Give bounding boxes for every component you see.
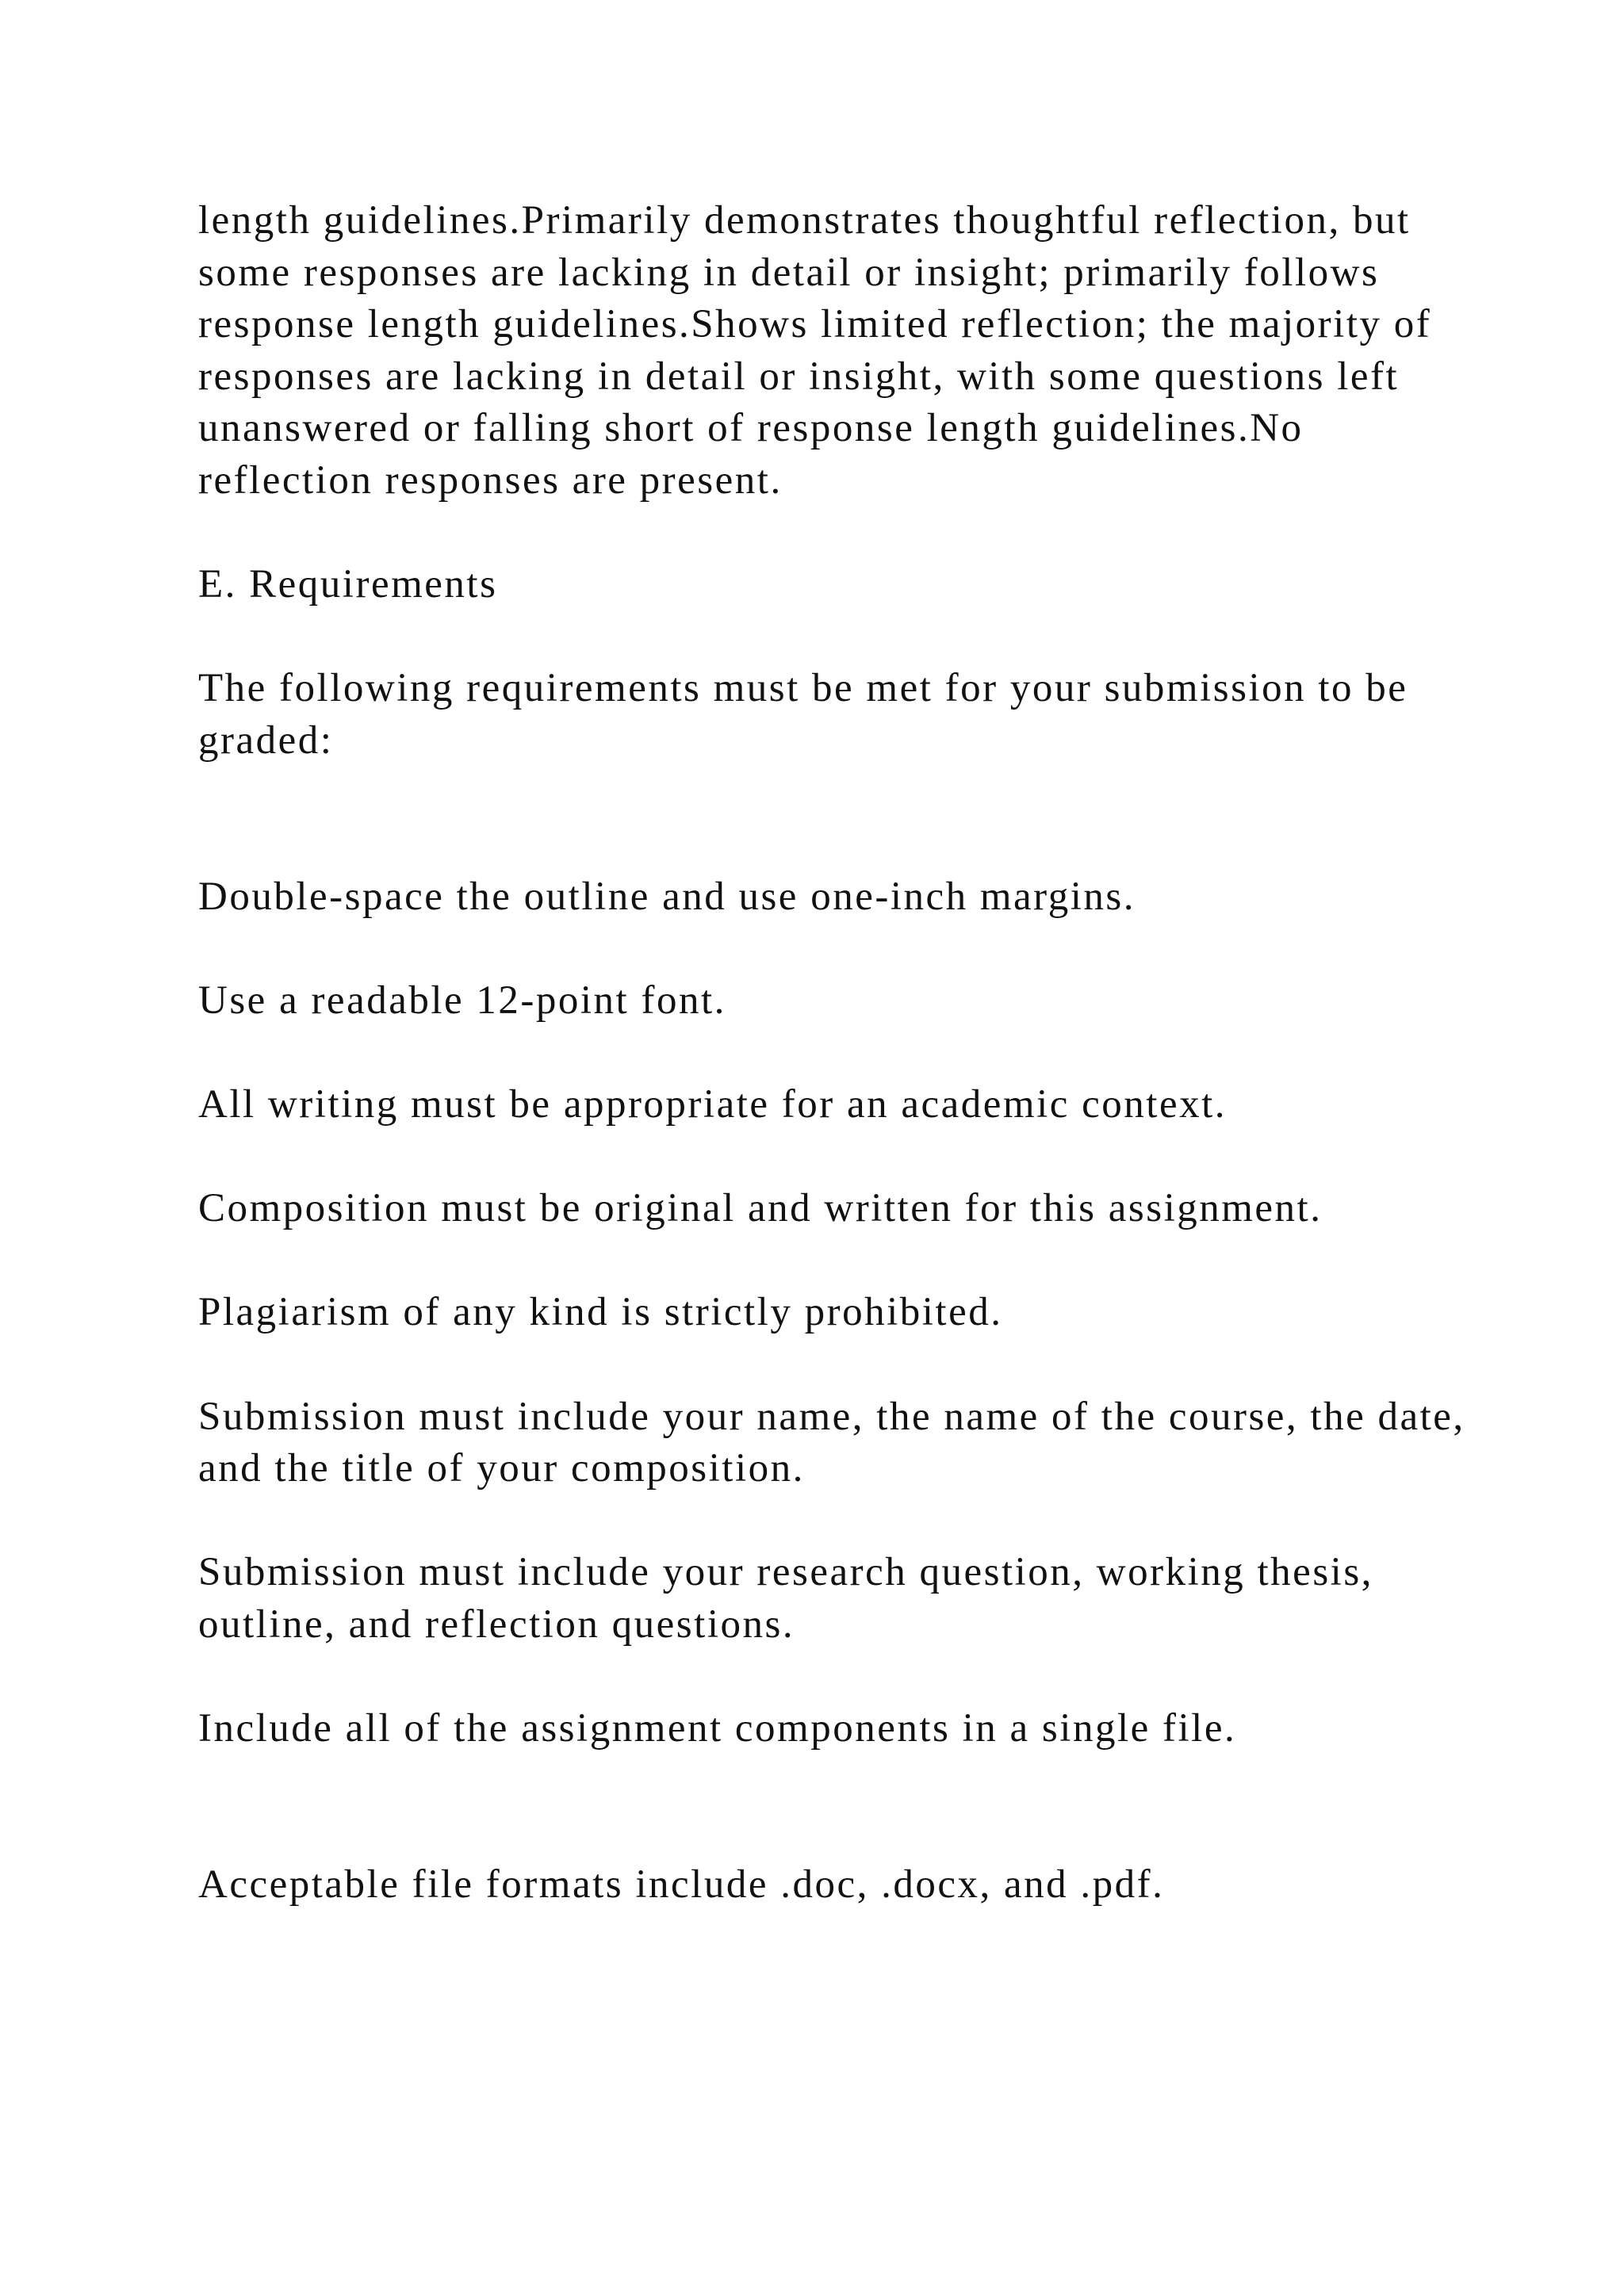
requirement-item: Plagiarism of any kind is strictly prohibited.	[198, 1290, 1003, 1335]
document-body	[198, 195, 1483, 1963]
rubric-continuation-paragraph: length guidelines.Primarily demonstrates thoughtful reflection, but some responses are lacking in detail or insight; primarily follows response length guidelines.Shows limited reflection; the majority of responses are lacking in detail or insight, with some questions left unanswered or falling short of response length guidelines.No reflection responses are present.	[198, 198, 1432, 503]
requirement-item: Submission must include your research question, working thesis, outline, and reflection questions.	[198, 1550, 1373, 1647]
requirement-item: Acceptable file formats include .doc, .docx, and .pdf.	[198, 1862, 1165, 1907]
requirement-item: Double-space the outline and use one-inch margins.	[198, 874, 1136, 919]
requirement-item: Include all of the assignment components in a single file.	[198, 1706, 1237, 1751]
requirement-item: All writing must be appropriate for an academic context.	[198, 1082, 1228, 1127]
requirement-item: Submission must include your name, the name of the course, the date, and the title of your composition.	[198, 1394, 1465, 1491]
requirement-item: Composition must be original and written for this assignment.	[198, 1186, 1323, 1231]
section-heading-requirements: E. Requirements	[198, 562, 498, 607]
requirement-item: Use a readable 12-point font.	[198, 978, 726, 1023]
requirements-intro: The following requirements must be met for your submission to be graded:	[198, 666, 1408, 763]
